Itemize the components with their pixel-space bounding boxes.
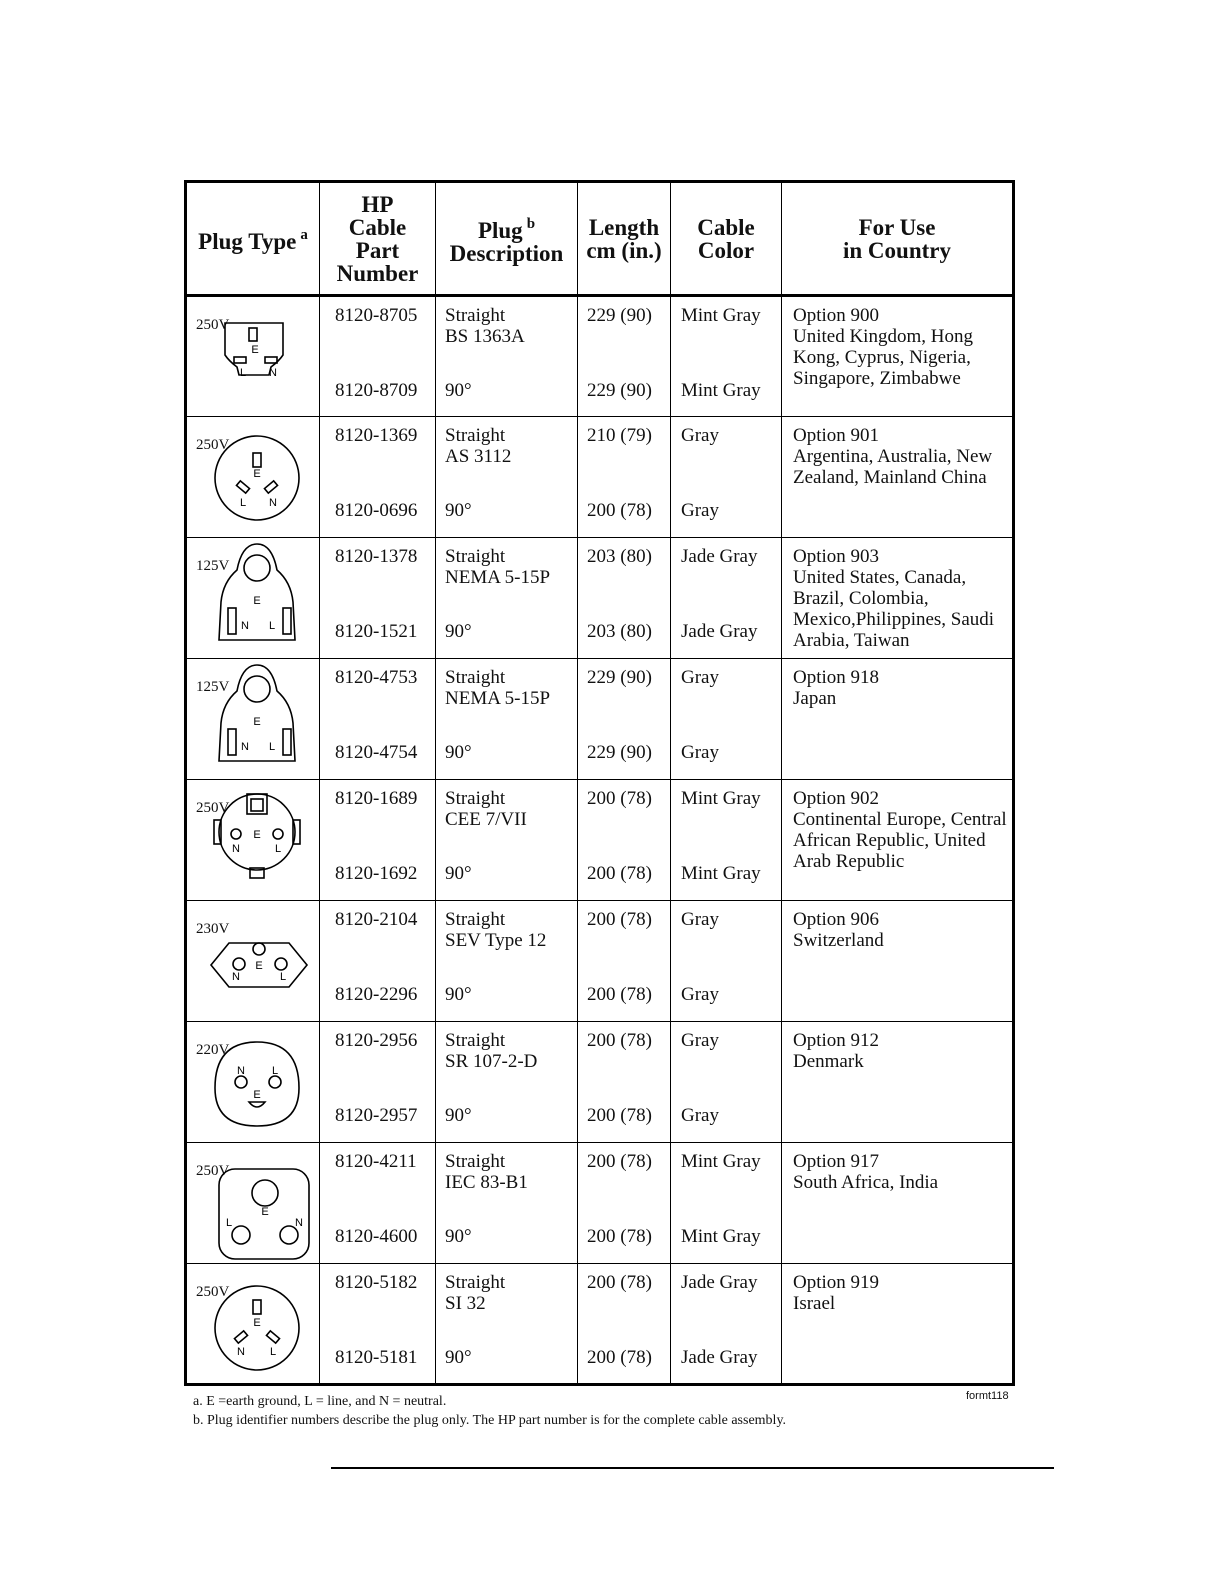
country-list: Denmark <box>793 1051 864 1072</box>
table-row <box>186 1264 1014 1385</box>
country-cell <box>782 538 1014 659</box>
svg-text:N: N <box>241 620 249 632</box>
part-number-straight: 8120-8705 <box>335 305 418 326</box>
svg-text:N: N <box>237 1065 245 1077</box>
length-90: 203 (80) <box>587 621 652 642</box>
footnote-a: a. E =earth ground, L = line, and N = neutral. <box>193 1394 447 1409</box>
voltage-label: 250V <box>196 1163 230 1179</box>
part-number-cell <box>320 659 436 780</box>
description-standard: AS 3112 <box>445 446 512 467</box>
part-number-90: 8120-1521 <box>335 621 418 642</box>
description-standard: NEMA 5-15P <box>445 688 551 709</box>
length-90: 200 (78) <box>587 1226 652 1247</box>
length-straight: 200 (78) <box>587 909 652 930</box>
part-number-cell <box>320 417 436 538</box>
color-cell <box>671 417 782 538</box>
option-label: Option 900 <box>793 305 880 326</box>
svg-text:N: N <box>269 497 277 509</box>
color-90: Gray <box>681 500 719 521</box>
part-number-90: 8120-2957 <box>335 1105 418 1126</box>
length-90: 200 (78) <box>587 500 652 521</box>
option-label: Option 903 <box>793 546 880 567</box>
svg-text:E: E <box>255 960 263 972</box>
svg-text:N: N <box>269 367 277 379</box>
description-type: Straight <box>445 667 506 688</box>
length-cell <box>578 901 671 1022</box>
part-number-cell <box>320 296 436 417</box>
country-list: United Kingdom, Hong Kong, Cyprus, Nigeria, Singapore, Zimbabwe <box>793 326 973 389</box>
length-cell <box>578 538 671 659</box>
description-angle: 90° <box>445 863 472 884</box>
svg-text:L: L <box>269 1346 277 1358</box>
svg-text:E: E <box>253 829 261 841</box>
description-cell <box>436 659 578 780</box>
color-straight: Mint Gray <box>681 305 761 326</box>
svg-text:L: L <box>268 620 276 632</box>
country-list: South Africa, India <box>793 1172 939 1193</box>
table-row <box>186 901 1014 1022</box>
svg-text:E: E <box>253 595 261 607</box>
color-straight: Mint Gray <box>681 1151 761 1172</box>
part-number-90: 8120-4600 <box>335 1226 418 1247</box>
country-list: Continental Europe, Central African Republic, United Arab Republic <box>793 809 1007 872</box>
header-part-number: HP Cable Part Number <box>320 182 436 296</box>
description-angle: 90° <box>445 380 472 401</box>
table-row <box>186 1143 1014 1264</box>
table-row <box>186 296 1014 417</box>
description-cell <box>436 1143 578 1264</box>
svg-text:L: L <box>268 741 276 753</box>
length-straight: 200 (78) <box>587 1272 652 1293</box>
plug-type-cell <box>186 1022 320 1143</box>
option-label: Option 918 <box>793 667 880 688</box>
length-90: 200 (78) <box>587 863 652 884</box>
part-number-cell <box>320 1022 436 1143</box>
color-cell <box>671 780 782 901</box>
part-number-straight: 8120-4211 <box>335 1151 417 1172</box>
description-type: Straight <box>445 305 506 326</box>
part-number-90: 8120-4754 <box>335 742 418 763</box>
description-standard: IEC 83-B1 <box>445 1172 528 1193</box>
color-straight: Gray <box>681 667 719 688</box>
color-cell <box>671 538 782 659</box>
part-number-cell <box>320 901 436 1022</box>
description-cell <box>436 538 578 659</box>
svg-text:N: N <box>232 971 240 983</box>
option-label: Option 912 <box>793 1030 880 1051</box>
page-rule <box>331 1467 1054 1469</box>
country-cell <box>782 659 1014 780</box>
color-cell <box>671 1022 782 1143</box>
country-list: Switzerland <box>793 930 884 951</box>
description-standard: BS 1363A <box>445 326 525 347</box>
plug-type-cell <box>186 901 320 1022</box>
si32-plug-icon <box>187 1264 319 1384</box>
voltage-label: 220V <box>196 1042 230 1058</box>
description-angle: 90° <box>445 984 472 1005</box>
nema-5-15p-plug-icon <box>187 659 319 779</box>
header-country: For Use in Country <box>782 182 1014 296</box>
plug-type-cell <box>186 296 320 417</box>
svg-text:L: L <box>274 843 282 855</box>
nema-5-15p-plug-icon <box>187 538 319 658</box>
svg-text:E: E <box>253 716 261 728</box>
footnotes <box>193 1392 1013 1430</box>
voltage-label: 125V <box>196 679 230 695</box>
color-90: Jade Gray <box>681 621 758 642</box>
table-row <box>186 417 1014 538</box>
country-cell <box>782 1264 1014 1385</box>
as3112-plug-icon <box>187 417 319 537</box>
length-cell <box>578 417 671 538</box>
length-straight: 229 (90) <box>587 667 652 688</box>
power-cord-table <box>184 180 1015 1386</box>
description-type: Straight <box>445 788 506 809</box>
table-row <box>186 659 1014 780</box>
color-cell <box>671 659 782 780</box>
description-angle: 90° <box>445 621 472 642</box>
country-list: Argentina, Australia, New Zealand, Mainland China <box>793 446 993 488</box>
part-number-cell <box>320 1264 436 1385</box>
country-cell <box>782 901 1014 1022</box>
part-number-90: 8120-5181 <box>335 1347 418 1368</box>
voltage-label: 250V <box>196 1284 230 1300</box>
length-cell <box>578 296 671 417</box>
length-straight: 200 (78) <box>587 1151 652 1172</box>
uk-bs1363a-plug-icon <box>187 297 319 417</box>
length-90: 229 (90) <box>587 742 652 763</box>
length-90: 229 (90) <box>587 380 652 401</box>
color-straight: Gray <box>681 1030 719 1051</box>
description-angle: 90° <box>445 1347 472 1368</box>
svg-text:L: L <box>271 1065 279 1077</box>
plug-type-cell <box>186 780 320 901</box>
voltage-label: 125V <box>196 558 230 574</box>
plug-type-cell <box>186 417 320 538</box>
color-cell <box>671 901 782 1022</box>
country-cell <box>782 1143 1014 1264</box>
description-type: Straight <box>445 1151 506 1172</box>
description-standard: NEMA 5-15P <box>445 567 551 588</box>
description-angle: 90° <box>445 742 472 763</box>
country-cell <box>782 417 1014 538</box>
length-straight: 200 (78) <box>587 788 652 809</box>
description-type: Straight <box>445 1272 506 1293</box>
part-number-90: 8120-8709 <box>335 380 418 401</box>
length-90: 200 (78) <box>587 1347 652 1368</box>
iec83-b1-plug-icon <box>187 1143 319 1263</box>
svg-text:E: E <box>253 468 261 480</box>
svg-text:E: E <box>251 344 259 356</box>
description-standard: SI 32 <box>445 1293 486 1314</box>
country-list: Japan <box>793 688 837 709</box>
length-cell <box>578 1264 671 1385</box>
country-list: Israel <box>793 1293 836 1314</box>
description-angle: 90° <box>445 1105 472 1126</box>
color-cell <box>671 296 782 417</box>
header-color: Cable Color <box>671 182 782 296</box>
part-number-cell <box>320 538 436 659</box>
country-cell <box>782 780 1014 901</box>
plug-type-cell <box>186 538 320 659</box>
color-straight: Mint Gray <box>681 788 761 809</box>
svg-text:E: E <box>253 1317 261 1329</box>
table-row <box>186 780 1014 901</box>
description-type: Straight <box>445 1030 506 1051</box>
svg-text:L: L <box>239 367 247 379</box>
part-number-straight: 8120-4753 <box>335 667 418 688</box>
part-number-90: 8120-0696 <box>335 500 418 521</box>
color-90: Jade Gray <box>681 1347 758 1368</box>
option-label: Option 901 <box>793 425 880 446</box>
plug-type-cell <box>186 1264 320 1385</box>
part-number-90: 8120-2296 <box>335 984 418 1005</box>
length-straight: 203 (80) <box>587 546 652 567</box>
color-straight: Gray <box>681 425 719 446</box>
svg-text:N: N <box>237 1346 245 1358</box>
length-cell <box>578 1143 671 1264</box>
sev-type12-plug-icon <box>187 901 319 1021</box>
option-label: Option 919 <box>793 1272 880 1293</box>
description-cell <box>436 1264 578 1385</box>
part-number-straight: 8120-2956 <box>335 1030 418 1051</box>
figure-tag: formt118 <box>966 1390 1009 1402</box>
color-90: Gray <box>681 742 719 763</box>
option-label: Option 917 <box>793 1151 880 1172</box>
description-cell <box>436 296 578 417</box>
country-list: United States, Canada, Brazil, Colombia, Mexico,Philippines, Saudi Arabia, Taiwan <box>793 567 995 651</box>
description-cell <box>436 417 578 538</box>
color-90: Mint Gray <box>681 1226 761 1247</box>
part-number-cell <box>320 1143 436 1264</box>
length-straight: 229 (90) <box>587 305 652 326</box>
svg-text:N: N <box>232 843 240 855</box>
description-standard: CEE 7/VII <box>445 809 527 830</box>
svg-text:L: L <box>279 971 287 983</box>
description-type: Straight <box>445 425 506 446</box>
voltage-label: 230V <box>196 921 230 937</box>
color-straight: Gray <box>681 909 719 930</box>
part-number-cell <box>320 780 436 901</box>
cee7-vii-plug-icon <box>187 780 319 900</box>
color-cell <box>671 1264 782 1385</box>
svg-text:N: N <box>241 741 249 753</box>
option-label: Option 902 <box>793 788 880 809</box>
description-angle: 90° <box>445 500 472 521</box>
plug-type-cell <box>186 659 320 780</box>
color-straight: Jade Gray <box>681 546 758 567</box>
voltage-label: 250V <box>196 317 230 333</box>
sr107-2-d-plug-icon <box>187 1022 319 1142</box>
table-row <box>186 1022 1014 1143</box>
voltage-label: 250V <box>196 437 230 453</box>
description-type: Straight <box>445 546 506 567</box>
description-angle: 90° <box>445 1226 472 1247</box>
description-type: Straight <box>445 909 506 930</box>
svg-text:L: L <box>239 497 247 509</box>
color-straight: Jade Gray <box>681 1272 758 1293</box>
part-number-90: 8120-1692 <box>335 863 418 884</box>
voltage-label: 250V <box>196 800 230 816</box>
color-cell <box>671 1143 782 1264</box>
color-90: Mint Gray <box>681 380 761 401</box>
svg-text:E: E <box>253 1089 261 1101</box>
length-cell <box>578 659 671 780</box>
part-number-straight: 8120-1378 <box>335 546 418 567</box>
header-length: Length cm (in.) <box>578 182 671 296</box>
part-number-straight: 8120-2104 <box>335 909 418 930</box>
length-cell <box>578 780 671 901</box>
country-cell <box>782 296 1014 417</box>
description-standard: SEV Type 12 <box>445 930 547 951</box>
svg-text:E: E <box>261 1206 269 1218</box>
header-description: Plug $^b$ Description <box>436 182 578 296</box>
color-90: Mint Gray <box>681 863 761 884</box>
length-cell <box>578 1022 671 1143</box>
length-90: 200 (78) <box>587 1105 652 1126</box>
footnote-b: b. Plug identifier numbers describe the plug only. The HP part number is for the complete cable assembly. <box>193 1413 787 1428</box>
length-straight: 200 (78) <box>587 1030 652 1051</box>
part-number-straight: 8120-1369 <box>335 425 418 446</box>
length-straight: 210 (79) <box>587 425 652 446</box>
part-number-straight: 8120-5182 <box>335 1272 418 1293</box>
svg-text:N: N <box>295 1217 303 1229</box>
plug-type-cell <box>186 1143 320 1264</box>
part-number-straight: 8120-1689 <box>335 788 418 809</box>
header-plug-type: Plug Type $^a$ <box>186 182 320 296</box>
description-standard: SR 107-2-D <box>445 1051 538 1072</box>
length-90: 200 (78) <box>587 984 652 1005</box>
svg-text:L: L <box>225 1217 233 1229</box>
header-row <box>186 182 1014 296</box>
table-row <box>186 538 1014 659</box>
color-90: Gray <box>681 984 719 1005</box>
description-cell <box>436 901 578 1022</box>
color-90: Gray <box>681 1105 719 1126</box>
option-label: Option 906 <box>793 909 880 930</box>
description-cell <box>436 780 578 901</box>
country-cell <box>782 1022 1014 1143</box>
description-cell <box>436 1022 578 1143</box>
